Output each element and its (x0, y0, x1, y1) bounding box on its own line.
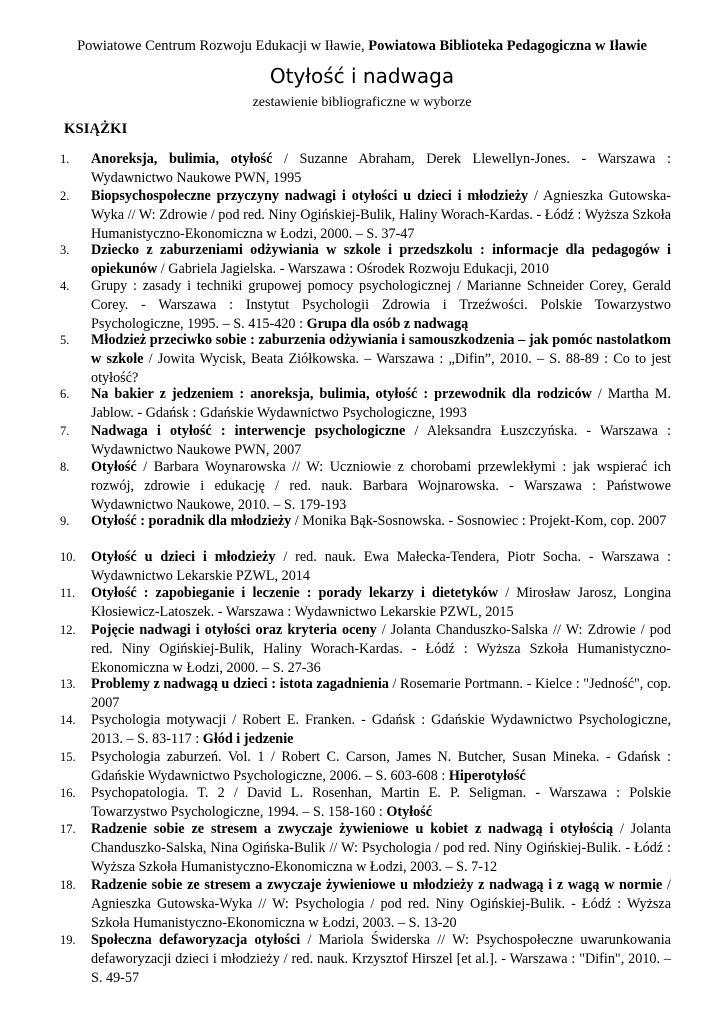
item-entry (91, 331, 671, 388)
item-number: 12. (60, 623, 76, 637)
item-details: / Rosemarie Portmann. - Kielce : "Jedność", cop. 2007 (91, 676, 671, 711)
item-number: 14. (60, 713, 76, 727)
item-details: / Monika Bąk-Sosnowska. - Sosnowiec : Projekt-Kom, cop. 2007 (291, 513, 667, 529)
item-details: Psychologia motywacji / Robert E. Franken. - Gdańsk : Gdańskie Wydawnictwo Psychologiczne, 2013. – S. 83-117 : (91, 712, 671, 747)
item-title: Biopsychospołeczne przyczyny nadwagi i otyłości u dzieci i młodzieży (91, 188, 529, 204)
item-entry (91, 187, 671, 244)
item-number: 19. (60, 933, 76, 947)
item-entry (91, 876, 671, 933)
item-title: Nadwaga i otyłość : interwencje psychologiczne (91, 423, 406, 439)
item-entry (91, 458, 671, 515)
item-number: 16. (60, 786, 76, 800)
item-number: 9. (60, 514, 70, 528)
item-number: 4. (60, 279, 70, 293)
item-details: / Aleksandra Łuszczyńska. - Warszawa : Wydawnictwo Naukowe PWN, 2007 (91, 423, 671, 458)
item-details: / Mariola Świderska // W: Psychospołeczne uwarunkowania defaworyzacji dzieci i młodzieży / red. nauk. Krzysztof Hirszel [et al.]. - Warszawa : "Difin", 2010. – S. 49-57 (91, 932, 671, 986)
item-entry (91, 548, 671, 586)
item-details: Psychopatologia. T. 2 / David L. Rosenhan, Martin E. P. Seligman. - Warszawa : Polskie Towarzystwo Psychologiczne, 1994. – S. 158-160 : (91, 785, 671, 820)
item-number: 17. (60, 822, 76, 836)
item-number: 10. (60, 550, 76, 564)
item-title: Na bakier z jedzeniem : anoreksja, bulimia, otyłość : przewodnik dla rodziców (91, 386, 592, 402)
section-heading: KSIĄŻKI (64, 121, 128, 137)
item-number: 2. (60, 189, 70, 203)
item-number: 1. (60, 152, 70, 166)
item-title: Młodzież przeciwko sobie : zaburzenia odżywiania i samouszkodzenia – jak pomóc nastolatkom w szkole (91, 332, 671, 367)
item-number: 13. (60, 677, 76, 691)
item-details: / Suzanne Abraham, Derek Llewellyn-Jones. - Warszawa : Wydawnictwo Naukowe PWN, 1995 (91, 151, 671, 186)
item-number: 5. (60, 333, 70, 347)
item-details: / Mirosław Jarosz, Longina Kłosiewicz-Latoszek. - Warszawa : Wydawnictwo Lekarskie PZWL, 2015 (91, 585, 672, 620)
item-title: Radzenie sobie ze stresem a zwyczaje żywieniowe u kobiet z nadwagą i otyłością (91, 821, 614, 837)
item-entry (91, 150, 671, 188)
item-chapter: Grupa dla osób z nadwagą (306, 316, 469, 332)
item-details: / Barbara Woynarowska // W: Uczniowie z chorobami przewlekłymi : jak wspierać ich rozwój, zdrowie i edukację / red. nauk. Barbara Wojnarowska. - Warszawa : Państwowe Wydawnictwo Naukowe, 2010. – S. 179-193 (91, 459, 671, 513)
item-title: Pojęcie nadwagi i otyłości oraz kryteria oceny (91, 622, 377, 638)
item-details: / Jowita Wycisk, Beata Ziółkowska. – Warszawa : „Difin”, 2010. – S. 88-89 : Co to jest otyłość? (91, 351, 671, 386)
page-title: Otyłość i nadwaga (269, 64, 455, 88)
item-details: / Martha M. Jablow. - Gdańsk : Gdańskie Wydawnictwo Psychologiczne, 1993 (91, 386, 671, 421)
item-title: Otyłość : poradnik dla młodzieży (91, 513, 292, 529)
item-entry (91, 422, 671, 460)
item-details: / Jolanta Chanduszko-Salska, Nina Ogińska-Bulik // W: Psychologia / pod red. Niny Ogińskiej-Bulik. - Łódź : Wyższa Szkoła Humanistyczno-Ekonomiczna w Łodzi, 2003. – S. 7-12 (91, 821, 671, 875)
item-title: Społeczna defaworyzacja otyłości (91, 932, 301, 948)
item-entry (91, 675, 671, 713)
page-subtitle: zestawienie bibliograficzne w wyborze (252, 95, 472, 110)
item-number: 15. (60, 750, 76, 764)
item-title: Otyłość (91, 459, 137, 475)
item-entry (91, 512, 671, 531)
item-chapter: Hiperotyłość (448, 768, 526, 784)
item-entry (91, 820, 671, 877)
item-chapter: Głód i jedzenie (202, 731, 294, 747)
item-entry (91, 711, 671, 749)
item-details: / Agnieszka Gutowska-Wyka // W: Zdrowie / pod red. Niny Ogińskiej-Bulik, Haliny Worach-Kardas. - Łódź : Wyższa Szkoła Humanistyczno-Ekonomiczna w Łodzi, 2000. – S. 37-47 (91, 188, 671, 242)
item-title: Otyłość u dzieci i młodzieży (91, 549, 276, 565)
item-entry (91, 385, 671, 423)
institution-library: Powiatowa Biblioteka Pedagogiczna w Iławie (368, 38, 647, 54)
item-chapter: Otyłość (386, 804, 433, 820)
item-title: Problemy z nadwagą u dzieci : istota zagadnienia (91, 676, 389, 692)
item-details: / Jolanta Chanduszko-Salska // W: Zdrowie / pod red. Niny Ogińskiej-Bulik, Haliny Worach-Kardas. - Łódź : Wyższa Szkoła Humanistyczno-Ekonomiczna w Łodzi, 2000. – S. 27-36 (91, 622, 671, 676)
item-title: Radzenie sobie ze stresem a zwyczaje żywieniowe u młodzieży z nadwagą i z wagą w normie (91, 877, 663, 893)
item-entry (91, 784, 671, 822)
item-entry (91, 621, 671, 678)
item-title: Dziecko z zaburzeniami odżywiania w szkole i przedszkolu : informacje dla pedagogów i opiekunów (91, 242, 671, 277)
institution-plain: Powiatowe Centrum Rozwoju Edukacji w Iławie, (77, 38, 369, 54)
item-entry (91, 931, 671, 988)
item-entry (91, 277, 671, 334)
item-title: Anoreksja, bulimia, otyłość (91, 151, 273, 167)
item-title: Otyłość : zapobieganie i leczenie : porady lekarzy i dietetyków (91, 585, 499, 601)
item-number: 7. (60, 424, 70, 438)
item-details: Grupy : zasady i techniki grupowej pomocy psychologicznej / Marianne Schneider Corey, Gerald Corey. - Warszawa : Instytut Psychologii Zdrowia i Trzeźwości. Polskie Towarzystwo Psychologiczne, 1995. – S. 415-420 : (91, 278, 671, 332)
item-entry (91, 748, 671, 786)
item-number: 11. (60, 586, 76, 600)
item-details: / Gabriela Jagielska. - Warszawa : Ośrodek Rozwoju Edukacji, 2010 (157, 261, 550, 277)
item-entry (91, 584, 671, 622)
item-details: Psychologia zaburzeń. Vol. 1 / Robert C. Carson, James N. Butcher, Susan Mineka. - Gdańsk : Gdańskie Wydawnictwo Psychologiczne, 2006. – S. 603-608 : (91, 749, 671, 784)
institution-line (0, 38, 724, 55)
item-number: 3. (60, 243, 70, 257)
item-number: 6. (60, 387, 70, 401)
item-details: / Agnieszka Gutowska-Wyka // W: Psychologia / pod red. Niny Ogińskiej-Bulik. - Łódź : Wyższa Szkoła Humanistyczno-Ekonomiczna w Łodzi, 2003. – S. 13-20 (91, 877, 671, 931)
item-entry (91, 241, 671, 279)
item-number: 18. (60, 878, 76, 892)
item-number: 8. (60, 460, 70, 474)
item-details: / red. nauk. Ewa Małecka-Tendera, Piotr Socha. - Warszawa : Wydawnictwo Lekarskie PZWL, 2014 (91, 549, 671, 584)
